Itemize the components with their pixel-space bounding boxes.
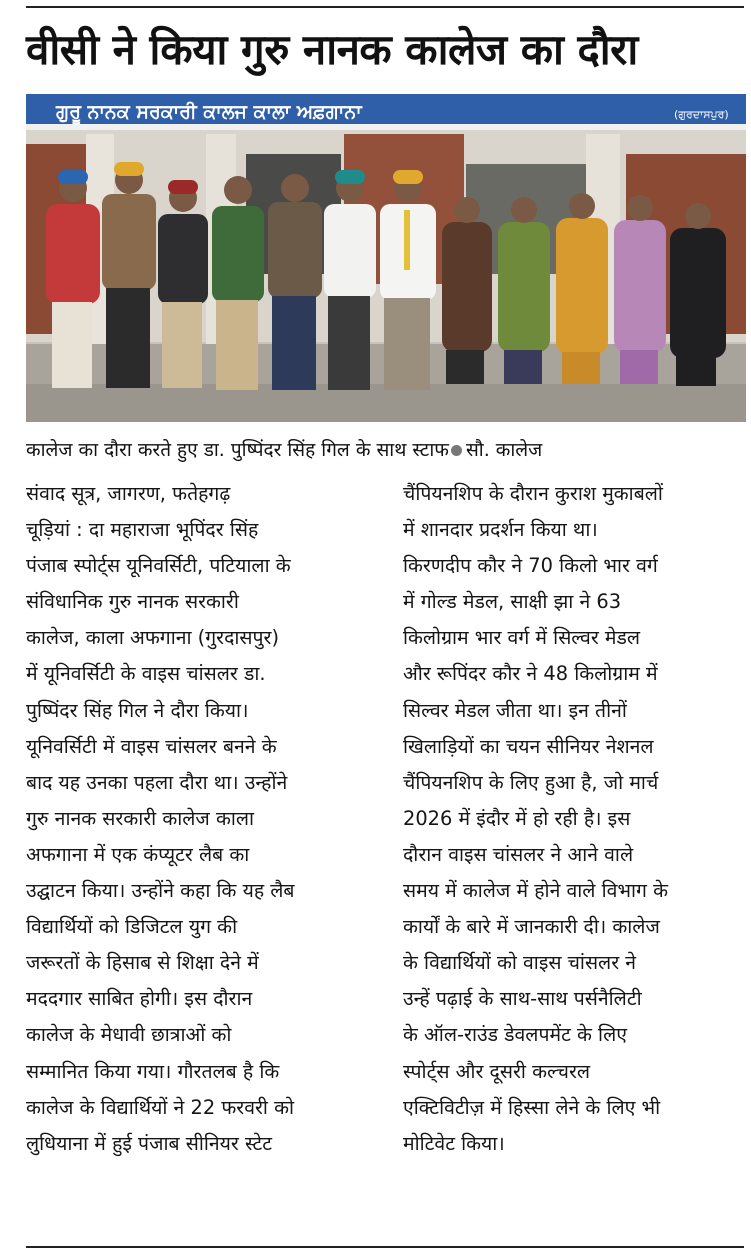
article-line: दौरान वाइस चांसलर ने आने वाले [403,842,634,866]
article-line: समय में कालेज में होने वाले विभाग के [403,879,669,903]
article-line: सम्मानित किया गया। गौरतलब है कि [26,1059,280,1083]
article-line: कालेज, काला अफगाना (गुरदासपुर) [26,626,280,650]
banner-text: ਗੁਰੂ ਨਾਨਕ ਸਰਕਾਰੀ ਕਾਲਜ ਕਾਲਾ ਅਫ਼ਗਾਨਾ [56,101,362,123]
article-line: अफगाना में एक कंप्यूटर लैब का [26,842,250,866]
top-rule [26,6,744,8]
article-line: में गोल्ड मेडल, साक्षी झा ने 63 [403,590,622,614]
article-column-left [26,476,362,1162]
article-line: 2026 में इंदौर में हो रही है। इस [403,806,631,830]
banner-tail: (ਗੁਰਦਾਸਪੁਰ) [674,108,729,121]
article-line: कार्यों के बारे में जानकारी दी। कालेज [403,915,660,939]
article-line: चूड़ियां : दा महाराजा भूपिंदर सिंह [26,518,259,542]
article-line: सिल्वर मेडल जीता था। इन तीनों [403,698,627,722]
bottom-rule [26,1246,744,1248]
bullet-icon [451,445,462,456]
caption-credit: सौ. कालेज [465,439,543,461]
article-line: कालेज के मेधावी छात्राओं को [26,1023,232,1047]
article-line: के ऑल-राउंड डेवलपमेंट के लिए [403,1023,627,1047]
article-line: संवाद सूत्र, जागरण, फतेहगढ़ [26,482,231,505]
article-line: के विद्यार्थियों को वाइस चांसलर ने [403,951,637,975]
article-line: उन्हें पढ़ाई के साथ-साथ पर्सनैलिटी [403,987,642,1011]
article-line: यूनिवर्सिटी में वाइस चांसलर बनने के [26,734,277,758]
article-line: किलोग्राम भार वर्ग में सिल्वर मेडल [403,626,641,650]
article-line: गुरु नानक सरकारी कालेज काला [26,806,255,830]
article-line: उद्घाटन किया। उन्होंने कहा कि यह लैब [26,879,295,903]
caption-text: कालेज का दौरा करते हुए डा. पुष्पिंदर सिंह गिल के साथ स्टाफ [26,439,449,461]
article-line: किरणदीप कौर ने 70 किलो भार वर्ग [403,554,658,578]
article-line: पंजाब स्पोर्ट्स यूनिवर्सिटी, पटियाला के [26,554,291,578]
article-line: जरूरतों के हिसाब से शिक्षा देने में [26,951,259,975]
article-line: में यूनिवर्सिटी के वाइस चांसलर डा. [26,662,266,686]
photo-caption [26,432,746,468]
news-photo [26,94,746,422]
article-line: एक्टिविटीज़ में हिस्सा लेने के लिए भी [403,1095,661,1119]
article-line: विद्यार्थियों को डिजिटल युग की [26,915,238,939]
article-column-right [403,476,746,1162]
article-line: बाद यह उनका पहला दौरा था। उन्होंने [26,770,288,794]
article-line: कालेज के विद्यार्थियों ने 22 फरवरी को [26,1095,295,1119]
article-line: मोटिवेट किया। [403,1131,505,1155]
article-line: खिलाड़ियों का चयन सीनियर नेशनल [403,734,654,758]
headline: वीसी ने किया गुरु नानक कालेज का दौरा [26,25,638,74]
article-line: चैंपियनशिप के लिए हुआ है, जो मार्च [403,770,659,794]
article-line: और रूपिंदर कौर ने 48 किलोग्राम में [403,662,658,686]
article-line: संविधानिक गुरु नानक सरकारी [26,590,239,614]
article-line: लुधियाना में हुई पंजाब सीनियर स्टेट [26,1131,273,1155]
article-line: पुष्पिंदर सिंह गिल ने दौरा किया। [26,698,249,722]
article-line: स्पोर्ट्स और दूसरी कल्चरल [403,1059,591,1083]
article-line: मददगार साबित होगी। इस दौरान [26,987,253,1011]
article-line: चैंपियनशिप के दौरान कुराश मुकाबलों [403,482,663,505]
article-line: में शानदार प्रदर्शन किया था। [403,518,598,542]
